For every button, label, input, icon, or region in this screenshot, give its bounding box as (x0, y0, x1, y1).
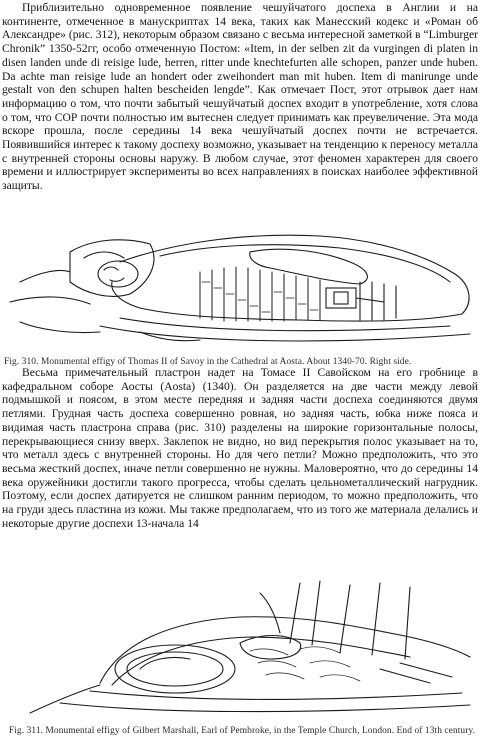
effigy-gilbert-marshall-drawing (0, 573, 482, 723)
figure-311-caption: Fig. 311. Monumental effigy of Gilbert Marshall, Earl of Pembroke, in the Temple Church, London. End of 13th century. (8, 726, 476, 736)
effigy-thomas-savoy-drawing (0, 222, 482, 354)
paragraph-scale-armour: Приблизительно одновременное появление чешуйчатого доспеха в Англии и на континенте, отмеченное в манускриптах 14 века, таких как Манесский кодекс и «Роман об Александре» (рис. 312), некоторым образом связано с весьма интересной заметкой в “Limburger Chronik” 1350-52гг, особо отмеченную Постом: «Item, in der selben zit da vurgingen di platen in disen landen unde di reisige lude, herren, ritter unde knechtefurten alle schopen, panzer unde huben. Da achte man reisige lude an hondert oder zweihondert man mit huben. Item di manirunge unde gestalt von den schupen halten bescheiden lengde”. Как отмечает Пост, этот отрывок дает нам информацию о том, что почти забытый чешуйчатый доспех входит в употребление, хотя слова о том, что СОР почти полностью им вытеснен следует принимать как преувеличение. Эта мода вскоре прошла, после середины 14 века чешуйчатый доспех почти не встречается. Появившийся интерес к такому доспеху возможно, указывает на тенденцию к переносу металла с внутренней стороны основы наружу. В любом случае, этот феномен характерен для своего времени и иллюстрирует эксперименты во всех направлениях в поисках наиболее эффективной защиты. (2, 1, 478, 193)
figure-310-caption: Fig. 310. Monumental effigy of Thomas II of Savoy in the Cathedral at Aosta. About 1340-70. Right side. (4, 357, 412, 367)
paragraph-plastron: Весьма примечательный пластрон надет на Томасе II Савойском на его гробнице в кафедральном соборе Аосты (Aosta) (1340). Он разделяется на две части между левой подмышкой и поясом, в этом месте передняя и задняя части доспеха соединяются двумя петлями. Грудная часть доспеха совершенно ровная, но задняя часть, юбка ниже пояса и видимая часть пластрона справа (рис. 310) разделены на широкие горизонтальные полосы, перекрывающиеся снизу вверх. Заклепок не видно, но вид перекрытия полос указывает на то, что металл здесь с внутренней стороны. Но для чего петли? Можно предположить, что это весьма жесткий доспех, иначе петли совершенно не нужны. Маловероятно, что до середины 14 века оружейники достигли такого прогресса, чтобы сделать цельнометаллический нагрудник. Поэтому, если доспех датируется не слишком ранним периодом, то можно предположить, что на груди здесь пластина из кожи. Мы также предполагаем, что из того же материала делались и некоторые другие доспехи 13-начала 14 (2, 366, 478, 530)
